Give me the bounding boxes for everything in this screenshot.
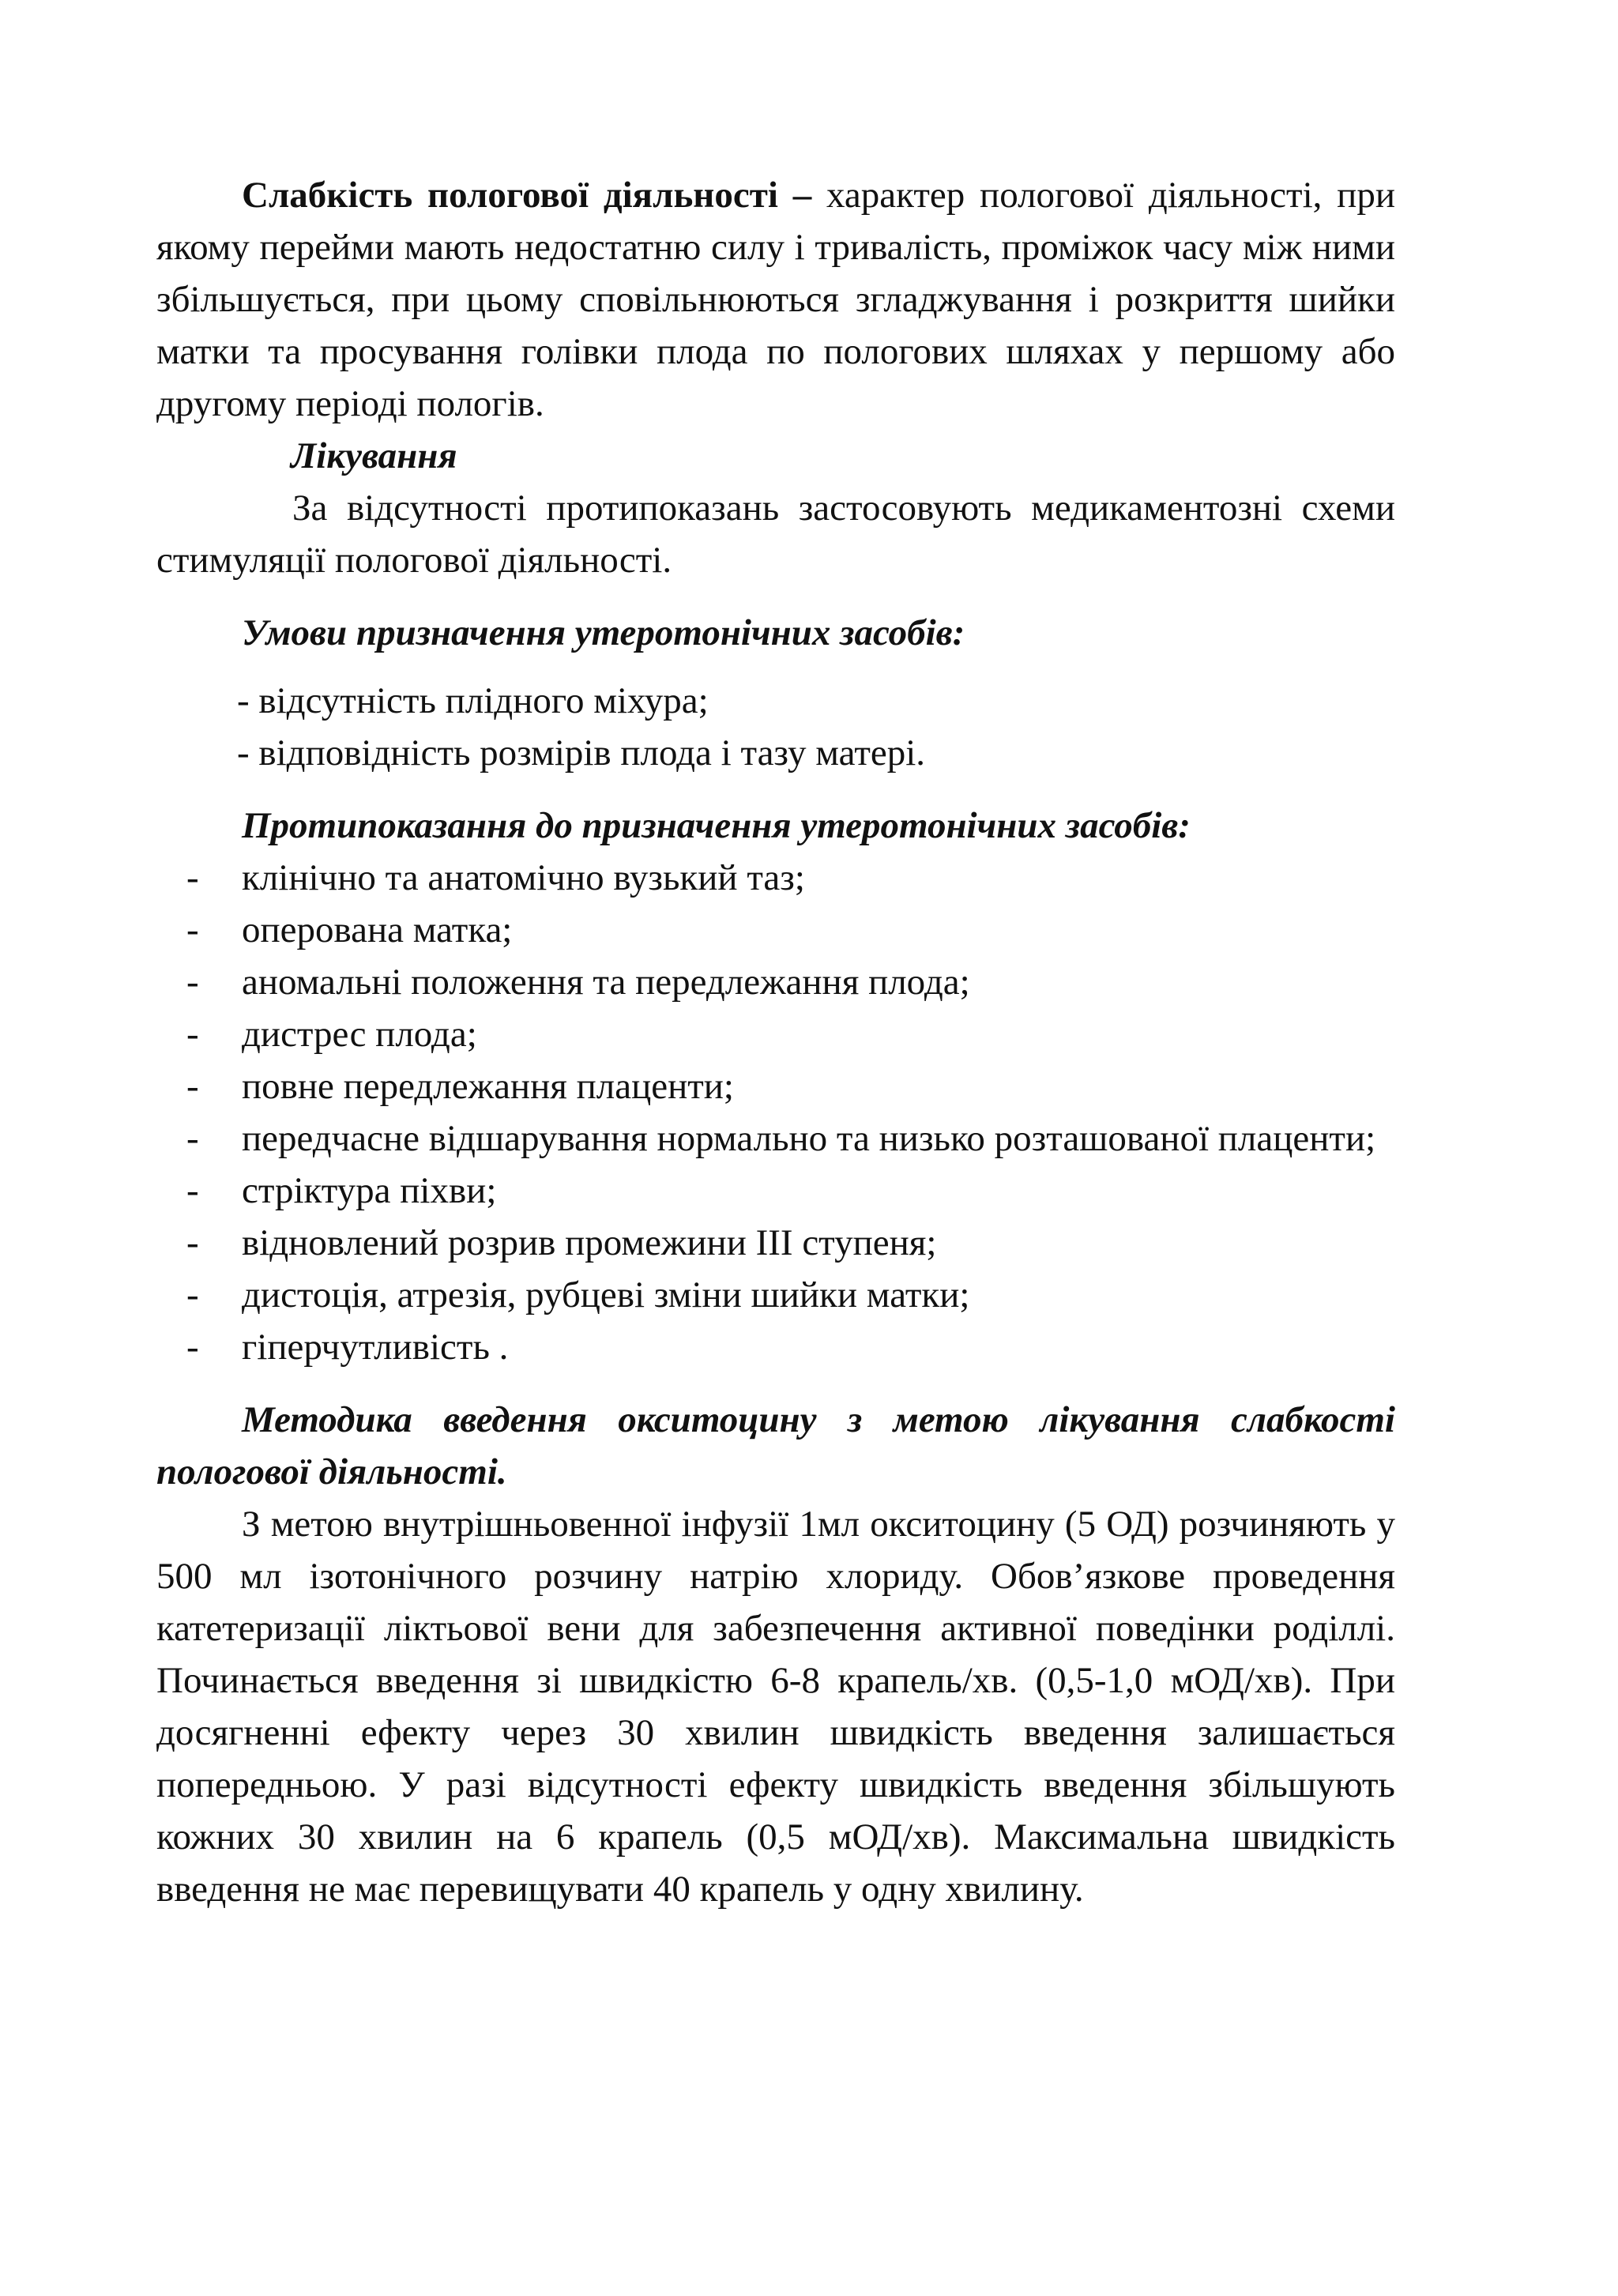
method-heading: Методика введення окситоцину з метою лікування слабкості пологової діяльності. bbox=[156, 1399, 1395, 1492]
list-item: - передчасне відшарування нормально та низько розташованої плаценти; bbox=[156, 1112, 1395, 1165]
dash-bullet: - bbox=[186, 1014, 199, 1055]
list-item: - клінічно та анатомічно вузький таз; bbox=[156, 852, 1395, 904]
list-item: - гіперчутливість . bbox=[156, 1321, 1395, 1373]
dash-bullet: - bbox=[186, 1222, 199, 1263]
definition-paragraph bbox=[156, 169, 1395, 430]
method-text: З метою внутрішньовенної інфузії 1мл окситоцину (5 ОД) розчиняють у 500 мл ізотонічного розчину натрію хлориду. Обов’язкове проведення катетеризації ліктьової вени для забезпечення активної поведінки роділлі. Починається введення зі швидкістю 6-8 крапель/хв. (0,5-1,0 мОД/хв). При досягненні ефекту через 30 хвилин швидкість введення залишається попередньою. У разі відсутності ефекту швидкість введення збільшують кожних 30 хвилин на 6 крапель (0,5 мОД/хв). Максимальна швидкість введення не має перевищувати 40 крапель у одну хвилину. bbox=[156, 1504, 1395, 1910]
dash-bullet: - bbox=[186, 909, 199, 950]
contraindications-heading: Протипоказання до призначення утеротонічних засобів: bbox=[242, 805, 1191, 846]
list-item: - дистоція, атрезія, рубцеві зміни шийки матки; bbox=[156, 1269, 1395, 1321]
dash-bullet: - bbox=[186, 1170, 199, 1211]
treatment-text: За відсутності протипоказань застосовують медикаментозні схеми стимуляції пологової діяльності. bbox=[156, 487, 1395, 581]
dash-bullet: - bbox=[186, 1066, 199, 1107]
conditions-heading: Умови призначення утеротонічних засобів: bbox=[242, 612, 965, 653]
dash-bullet: - bbox=[186, 1274, 199, 1315]
contraindications-list bbox=[156, 852, 1395, 1373]
list-item: - стріктура піхви; bbox=[156, 1165, 1395, 1217]
list-item: - аномальні положення та передлежання плода; bbox=[156, 956, 1395, 1008]
dash-bullet: - bbox=[186, 962, 199, 1003]
condition-item: - відсутність плідного міхура; bbox=[237, 680, 709, 721]
list-item: - оперована матка; bbox=[156, 904, 1395, 956]
condition-item: - відповідність розмірів плода і тазу матері. bbox=[237, 732, 926, 773]
document-page bbox=[156, 169, 1395, 1915]
dash-bullet: - bbox=[186, 1327, 199, 1368]
list-item: - відновлений розрив промежини III ступеня; bbox=[156, 1217, 1395, 1269]
list-item: - дистрес плода; bbox=[156, 1008, 1395, 1060]
list-item: - повне передлежання плаценти; bbox=[156, 1060, 1395, 1112]
conditions-list bbox=[156, 675, 1395, 779]
dash-bullet: - bbox=[186, 857, 199, 898]
dash-bullet: - bbox=[186, 1118, 199, 1159]
definition-text: характер пологової діяльності, при якому перейми мають недостатню силу і тривалість, проміжок часу між ними збільшується, при цьому сповільнюються згладжування і розкриття шийки матки та просування голівки плода по пологових шляхах у першому або другому періоді пологів. bbox=[156, 175, 1395, 424]
term-bold: Слабкість пологової діяльності – bbox=[242, 175, 812, 216]
treatment-heading: Лікування bbox=[291, 435, 457, 476]
